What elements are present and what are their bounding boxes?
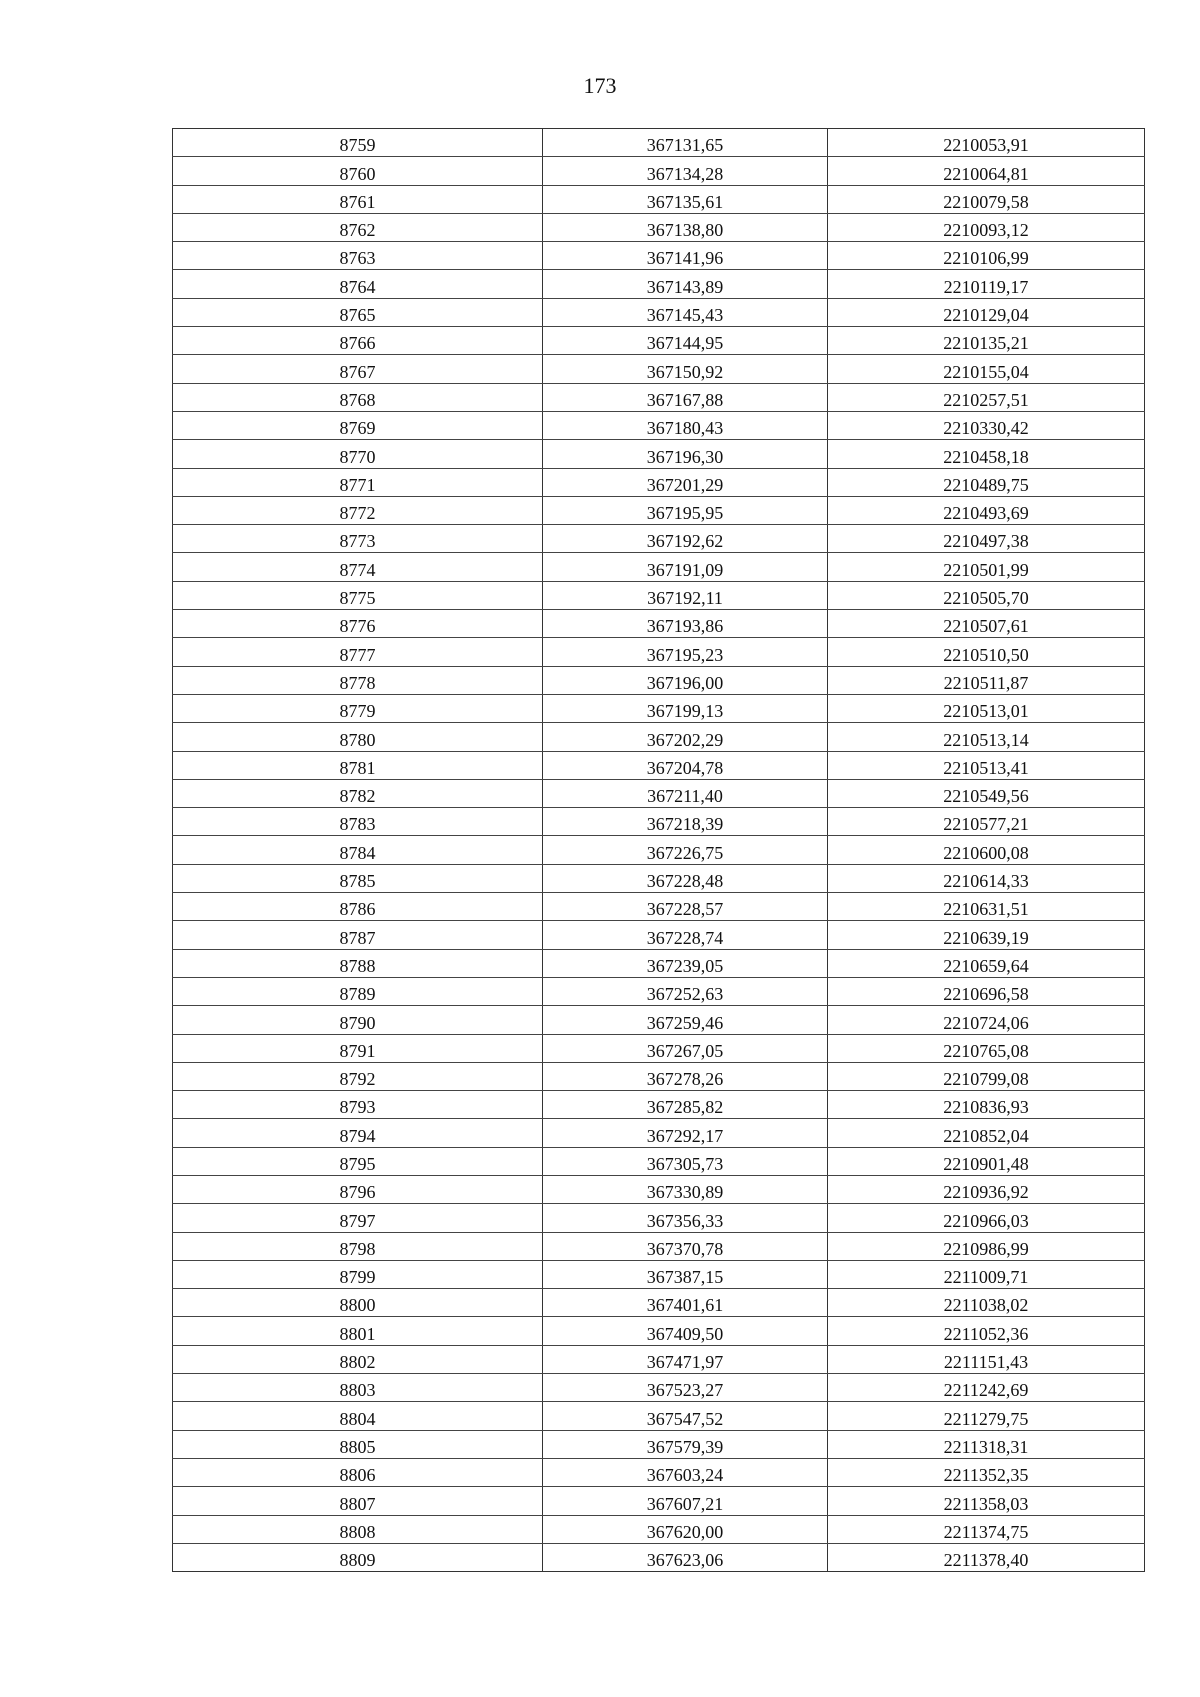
y-coordinate-cell: 2211352,35 [828, 1458, 1145, 1486]
table-row [173, 836, 1145, 864]
table-row [173, 1062, 1145, 1090]
table-row [173, 553, 1145, 581]
y-coordinate-cell: 2211279,75 [828, 1402, 1145, 1430]
y-coordinate-cell: 2210505,70 [828, 581, 1145, 609]
point-number-cell: 8808 [173, 1515, 543, 1543]
y-coordinate-cell: 2210135,21 [828, 327, 1145, 355]
y-coordinate-cell: 2210129,04 [828, 298, 1145, 326]
x-coordinate-cell: 367192,62 [543, 525, 828, 553]
x-coordinate-cell: 367278,26 [543, 1062, 828, 1090]
x-coordinate-cell: 367401,61 [543, 1289, 828, 1317]
table-row [173, 694, 1145, 722]
point-number-cell: 8780 [173, 723, 543, 751]
table-row [173, 383, 1145, 411]
point-number-cell: 8766 [173, 327, 543, 355]
x-coordinate-cell: 367607,21 [543, 1487, 828, 1515]
table-row [173, 1317, 1145, 1345]
x-coordinate-cell: 367228,57 [543, 893, 828, 921]
coordinates-table-body [173, 129, 1145, 1572]
x-coordinate-cell: 367285,82 [543, 1091, 828, 1119]
point-number-cell: 8805 [173, 1430, 543, 1458]
table-row [173, 1543, 1145, 1571]
x-coordinate-cell: 367199,13 [543, 694, 828, 722]
y-coordinate-cell: 2210639,19 [828, 921, 1145, 949]
x-coordinate-cell: 367141,96 [543, 242, 828, 270]
x-coordinate-cell: 367135,61 [543, 185, 828, 213]
y-coordinate-cell: 2210799,08 [828, 1062, 1145, 1090]
point-number-cell: 8781 [173, 751, 543, 779]
x-coordinate-cell: 367196,30 [543, 440, 828, 468]
point-number-cell: 8767 [173, 355, 543, 383]
y-coordinate-cell: 2210511,87 [828, 666, 1145, 694]
y-coordinate-cell: 2211038,02 [828, 1289, 1145, 1317]
point-number-cell: 8809 [173, 1543, 543, 1571]
table-row [173, 327, 1145, 355]
table-row [173, 1175, 1145, 1203]
table-row [173, 157, 1145, 185]
table-row [173, 581, 1145, 609]
table-row [173, 1515, 1145, 1543]
point-number-cell: 8799 [173, 1260, 543, 1288]
table-row [173, 1487, 1145, 1515]
y-coordinate-cell: 2210257,51 [828, 383, 1145, 411]
point-number-cell: 8777 [173, 638, 543, 666]
point-number-cell: 8798 [173, 1232, 543, 1260]
x-coordinate-cell: 367202,29 [543, 723, 828, 751]
y-coordinate-cell: 2210600,08 [828, 836, 1145, 864]
table-row [173, 638, 1145, 666]
point-number-cell: 8765 [173, 298, 543, 326]
x-coordinate-cell: 367201,29 [543, 468, 828, 496]
y-coordinate-cell: 2210510,50 [828, 638, 1145, 666]
x-coordinate-cell: 367138,80 [543, 213, 828, 241]
table-row [173, 185, 1145, 213]
table-row [173, 949, 1145, 977]
x-coordinate-cell: 367134,28 [543, 157, 828, 185]
x-coordinate-cell: 367180,43 [543, 411, 828, 439]
point-number-cell: 8770 [173, 440, 543, 468]
x-coordinate-cell: 367204,78 [543, 751, 828, 779]
point-number-cell: 8774 [173, 553, 543, 581]
y-coordinate-cell: 2210966,03 [828, 1204, 1145, 1232]
table-row [173, 921, 1145, 949]
table-row [173, 1147, 1145, 1175]
point-number-cell: 8807 [173, 1487, 543, 1515]
y-coordinate-cell: 2210493,69 [828, 496, 1145, 524]
table-row [173, 129, 1145, 157]
y-coordinate-cell: 2210507,61 [828, 610, 1145, 638]
point-number-cell: 8787 [173, 921, 543, 949]
x-coordinate-cell: 367305,73 [543, 1147, 828, 1175]
point-number-cell: 8790 [173, 1006, 543, 1034]
x-coordinate-cell: 367195,23 [543, 638, 828, 666]
y-coordinate-cell: 2210458,18 [828, 440, 1145, 468]
y-coordinate-cell: 2210765,08 [828, 1034, 1145, 1062]
point-number-cell: 8778 [173, 666, 543, 694]
table-row [173, 610, 1145, 638]
table-row [173, 1006, 1145, 1034]
point-number-cell: 8762 [173, 213, 543, 241]
table-row [173, 1402, 1145, 1430]
y-coordinate-cell: 2211378,40 [828, 1543, 1145, 1571]
y-coordinate-cell: 2211242,69 [828, 1374, 1145, 1402]
table-row [173, 1289, 1145, 1317]
x-coordinate-cell: 367192,11 [543, 581, 828, 609]
table-row [173, 440, 1145, 468]
x-coordinate-cell: 367193,86 [543, 610, 828, 638]
y-coordinate-cell: 2210901,48 [828, 1147, 1145, 1175]
point-number-cell: 8784 [173, 836, 543, 864]
table-row [173, 1430, 1145, 1458]
x-coordinate-cell: 367547,52 [543, 1402, 828, 1430]
x-coordinate-cell: 367623,06 [543, 1543, 828, 1571]
x-coordinate-cell: 367523,27 [543, 1374, 828, 1402]
table-row [173, 808, 1145, 836]
y-coordinate-cell: 2211318,31 [828, 1430, 1145, 1458]
point-number-cell: 8795 [173, 1147, 543, 1175]
table-row [173, 1232, 1145, 1260]
point-number-cell: 8782 [173, 779, 543, 807]
point-number-cell: 8772 [173, 496, 543, 524]
y-coordinate-cell: 2211151,43 [828, 1345, 1145, 1373]
point-number-cell: 8802 [173, 1345, 543, 1373]
y-coordinate-cell: 2210119,17 [828, 270, 1145, 298]
y-coordinate-cell: 2210053,91 [828, 129, 1145, 157]
x-coordinate-cell: 367191,09 [543, 553, 828, 581]
x-coordinate-cell: 367131,65 [543, 129, 828, 157]
x-coordinate-cell: 367579,39 [543, 1430, 828, 1458]
y-coordinate-cell: 2210614,33 [828, 864, 1145, 892]
table-row [173, 213, 1145, 241]
point-number-cell: 8769 [173, 411, 543, 439]
y-coordinate-cell: 2210631,51 [828, 893, 1145, 921]
table-row [173, 779, 1145, 807]
y-coordinate-cell: 2211358,03 [828, 1487, 1145, 1515]
x-coordinate-cell: 367409,50 [543, 1317, 828, 1345]
x-coordinate-cell: 367267,05 [543, 1034, 828, 1062]
x-coordinate-cell: 367228,48 [543, 864, 828, 892]
table-row [173, 468, 1145, 496]
x-coordinate-cell: 367471,97 [543, 1345, 828, 1373]
x-coordinate-cell: 367252,63 [543, 977, 828, 1005]
y-coordinate-cell: 2210513,41 [828, 751, 1145, 779]
point-number-cell: 8792 [173, 1062, 543, 1090]
x-coordinate-cell: 367370,78 [543, 1232, 828, 1260]
y-coordinate-cell: 2210155,04 [828, 355, 1145, 383]
table-row [173, 977, 1145, 1005]
y-coordinate-cell: 2210549,56 [828, 779, 1145, 807]
point-number-cell: 8786 [173, 893, 543, 921]
y-coordinate-cell: 2210106,99 [828, 242, 1145, 270]
y-coordinate-cell: 2210513,01 [828, 694, 1145, 722]
table-row [173, 751, 1145, 779]
x-coordinate-cell: 367226,75 [543, 836, 828, 864]
table-row [173, 242, 1145, 270]
table-row [173, 1204, 1145, 1232]
y-coordinate-cell: 2210079,58 [828, 185, 1145, 213]
point-number-cell: 8806 [173, 1458, 543, 1486]
table-row [173, 723, 1145, 751]
point-number-cell: 8775 [173, 581, 543, 609]
point-number-cell: 8763 [173, 242, 543, 270]
y-coordinate-cell: 2210852,04 [828, 1119, 1145, 1147]
table-row [173, 411, 1145, 439]
table-row [173, 298, 1145, 326]
table-row [173, 666, 1145, 694]
table-row [173, 1458, 1145, 1486]
point-number-cell: 8788 [173, 949, 543, 977]
coordinates-table [172, 128, 1145, 1572]
x-coordinate-cell: 367228,74 [543, 921, 828, 949]
point-number-cell: 8771 [173, 468, 543, 496]
x-coordinate-cell: 367167,88 [543, 383, 828, 411]
point-number-cell: 8793 [173, 1091, 543, 1119]
point-number-cell: 8803 [173, 1374, 543, 1402]
x-coordinate-cell: 367239,05 [543, 949, 828, 977]
table-row [173, 1034, 1145, 1062]
point-number-cell: 8776 [173, 610, 543, 638]
y-coordinate-cell: 2210577,21 [828, 808, 1145, 836]
x-coordinate-cell: 367292,17 [543, 1119, 828, 1147]
y-coordinate-cell: 2210986,99 [828, 1232, 1145, 1260]
x-coordinate-cell: 367356,33 [543, 1204, 828, 1232]
x-coordinate-cell: 367143,89 [543, 270, 828, 298]
y-coordinate-cell: 2210501,99 [828, 553, 1145, 581]
x-coordinate-cell: 367150,92 [543, 355, 828, 383]
table-row [173, 864, 1145, 892]
point-number-cell: 8794 [173, 1119, 543, 1147]
table-row [173, 1345, 1145, 1373]
point-number-cell: 8796 [173, 1175, 543, 1203]
y-coordinate-cell: 2210659,64 [828, 949, 1145, 977]
table-row [173, 270, 1145, 298]
x-coordinate-cell: 367196,00 [543, 666, 828, 694]
table-row [173, 893, 1145, 921]
y-coordinate-cell: 2210489,75 [828, 468, 1145, 496]
x-coordinate-cell: 367145,43 [543, 298, 828, 326]
y-coordinate-cell: 2210836,93 [828, 1091, 1145, 1119]
x-coordinate-cell: 367144,95 [543, 327, 828, 355]
point-number-cell: 8764 [173, 270, 543, 298]
y-coordinate-cell: 2210513,14 [828, 723, 1145, 751]
table-row [173, 355, 1145, 383]
point-number-cell: 8801 [173, 1317, 543, 1345]
point-number-cell: 8759 [173, 129, 543, 157]
table-row [173, 496, 1145, 524]
point-number-cell: 8768 [173, 383, 543, 411]
y-coordinate-cell: 2210497,38 [828, 525, 1145, 553]
table-row [173, 525, 1145, 553]
y-coordinate-cell: 2211052,36 [828, 1317, 1145, 1345]
page-number: 173 [583, 73, 617, 98]
point-number-cell: 8761 [173, 185, 543, 213]
point-number-cell: 8779 [173, 694, 543, 722]
y-coordinate-cell: 2211009,71 [828, 1260, 1145, 1288]
y-coordinate-cell: 2210696,58 [828, 977, 1145, 1005]
x-coordinate-cell: 367259,46 [543, 1006, 828, 1034]
point-number-cell: 8797 [173, 1204, 543, 1232]
y-coordinate-cell: 2210724,06 [828, 1006, 1145, 1034]
point-number-cell: 8785 [173, 864, 543, 892]
y-coordinate-cell: 2210064,81 [828, 157, 1145, 185]
table-row [173, 1260, 1145, 1288]
table-row [173, 1374, 1145, 1402]
x-coordinate-cell: 367603,24 [543, 1458, 828, 1486]
point-number-cell: 8800 [173, 1289, 543, 1317]
point-number-cell: 8789 [173, 977, 543, 1005]
y-coordinate-cell: 2211374,75 [828, 1515, 1145, 1543]
table-row [173, 1119, 1145, 1147]
x-coordinate-cell: 367387,15 [543, 1260, 828, 1288]
y-coordinate-cell: 2210093,12 [828, 213, 1145, 241]
point-number-cell: 8791 [173, 1034, 543, 1062]
point-number-cell: 8804 [173, 1402, 543, 1430]
point-number-cell: 8773 [173, 525, 543, 553]
x-coordinate-cell: 367330,89 [543, 1175, 828, 1203]
point-number-cell: 8783 [173, 808, 543, 836]
point-number-cell: 8760 [173, 157, 543, 185]
x-coordinate-cell: 367218,39 [543, 808, 828, 836]
y-coordinate-cell: 2210330,42 [828, 411, 1145, 439]
x-coordinate-cell: 367211,40 [543, 779, 828, 807]
table-row [173, 1091, 1145, 1119]
x-coordinate-cell: 367195,95 [543, 496, 828, 524]
x-coordinate-cell: 367620,00 [543, 1515, 828, 1543]
y-coordinate-cell: 2210936,92 [828, 1175, 1145, 1203]
